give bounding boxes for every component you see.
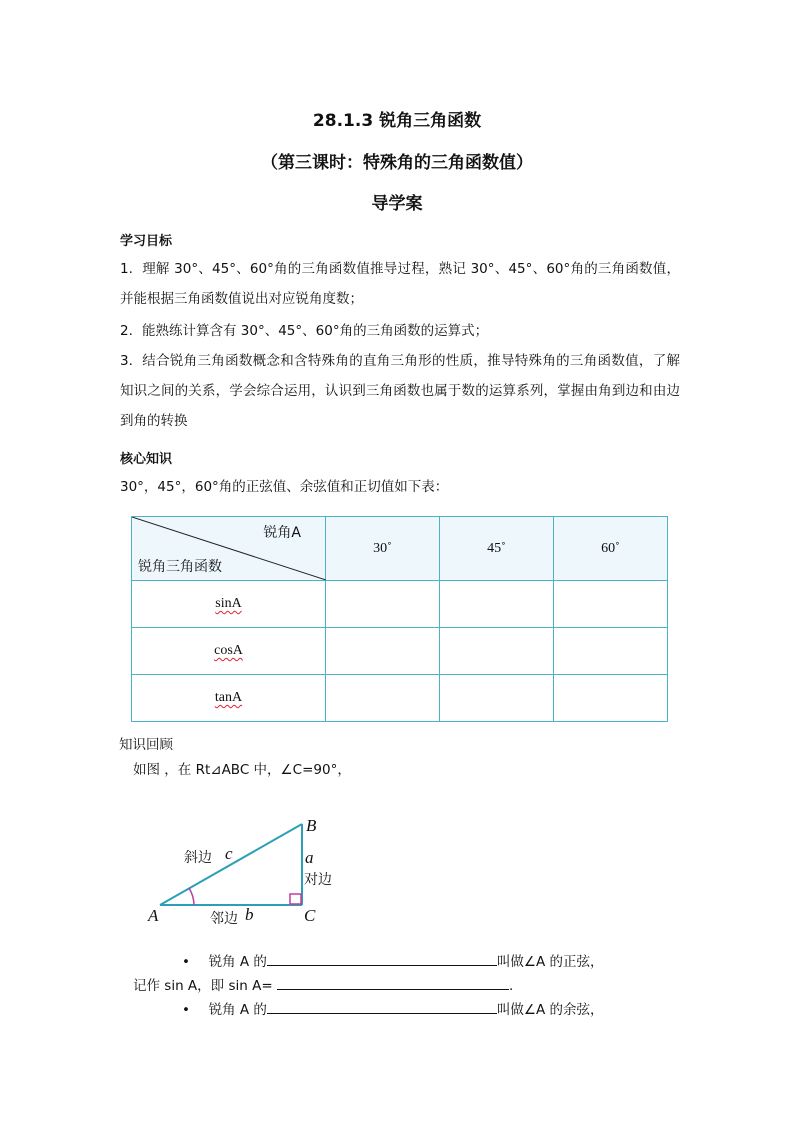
corner-top-label: 锐角A: [263, 525, 301, 541]
opposite-label: 对边: [304, 872, 332, 888]
table-col-header: 60˚: [554, 517, 668, 581]
definition-cosine-post: 叫做∠A 的余弦，: [496, 1002, 604, 1018]
definition-notation-end: .: [508, 978, 514, 994]
angle-arc: [189, 888, 194, 905]
doc-subtitle: （第三课时：特殊角的三角函数值）: [261, 153, 533, 173]
vertex-a-label: A: [148, 906, 159, 925]
doc-type: 导学案: [371, 194, 423, 214]
vertex-b-label: B: [306, 816, 317, 835]
objective-num: 3.: [120, 353, 133, 369]
objective-num: 1.: [120, 261, 133, 277]
definition-sine-line: [182, 950, 604, 970]
objective-num: 2.: [120, 323, 133, 339]
definition-notation-pre: 记作 sin A，即 sin A=: [133, 978, 273, 994]
row-label-text: tanA: [214, 690, 243, 705]
objectives-heading: 学习目标: [120, 234, 173, 249]
definition-cosine-line: [182, 998, 604, 1018]
definition-sine-notation: [133, 974, 513, 994]
core-heading: 核心知识: [120, 452, 173, 467]
row-label-text: cosA: [214, 643, 243, 658]
blank-line: [277, 975, 509, 990]
objective-text: 能熟练计算含有 30°、45°、60°角的三角函数的运算式；: [142, 323, 489, 339]
review-heading: 知识回顾: [119, 737, 173, 753]
bullet-icon: •: [182, 1002, 190, 1018]
definition-sine-pre: 锐角 A 的: [208, 954, 267, 970]
hypotenuse-line: [160, 824, 302, 905]
core-intro: 30°，45°，60°角的正弦值、余弦值和正切值如下表：: [120, 479, 449, 495]
definition-sine-post: 叫做∠A 的正弦，: [496, 954, 604, 970]
right-angle-mark: [290, 894, 301, 904]
definition-cosine-pre: 锐角 A 的: [208, 1002, 267, 1018]
review-intro: 如图 ，在 Rt⊿ABC 中，∠C=90°，: [133, 762, 351, 778]
objective-text: 结合锐角三角函数概念和含特殊角的直角三角形的性质，推导特殊角的三角函数值，了解知识之间的关系，学会综合运用，认识到三角函数也属于数的运算系列，掌握由角到边和由边到角的转换: [120, 353, 680, 429]
hypotenuse-label: 斜边: [184, 850, 212, 866]
vertex-c-label: C: [304, 906, 316, 925]
bullet-icon: •: [182, 954, 190, 970]
corner-bottom-label: 锐角三角函数: [138, 559, 222, 575]
doc-title: 28.1.3 锐角三角函数: [312, 111, 482, 131]
blank-line: [267, 999, 497, 1014]
hypotenuse-var: c: [225, 844, 233, 863]
blank-line: [267, 951, 497, 966]
objective-text: 理解 30°、45°、60°角的三角函数值推导过程，熟记 30°、45°、60°角的三角函数值，并能根据三角函数值说出对应锐角度数；: [120, 261, 680, 307]
opposite-var: a: [305, 848, 314, 867]
adjacent-var: b: [245, 905, 254, 924]
table-col-header: 45˚: [440, 517, 554, 581]
row-label-text: sinA: [215, 596, 242, 611]
table-col-header: 30˚: [326, 517, 440, 581]
adjacent-label: 邻边: [210, 911, 238, 927]
